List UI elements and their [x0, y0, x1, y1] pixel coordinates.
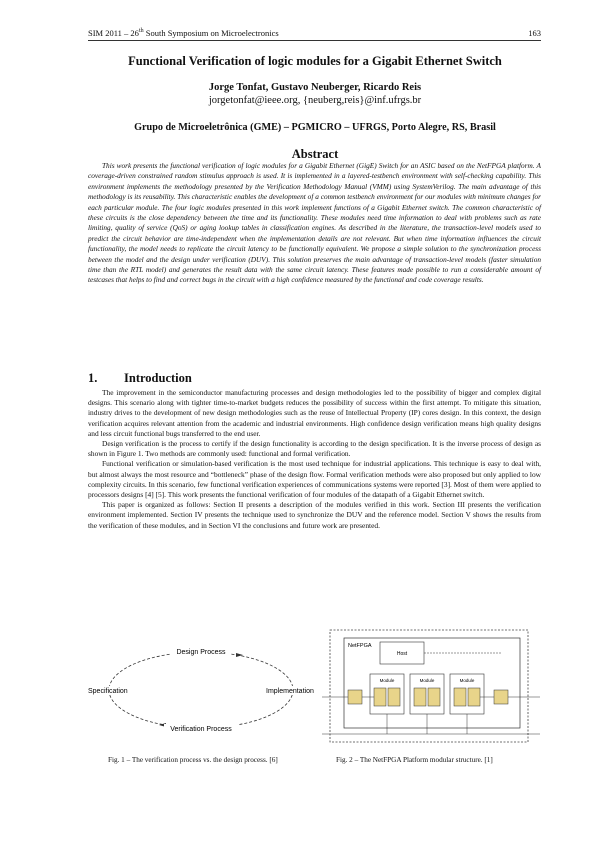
fig1-top-label: Design Process: [176, 649, 226, 656]
fifo-block: [468, 688, 480, 706]
paper-title: Functional Verification of logic modules for a Gigabit Ethernet Switch: [128, 54, 502, 68]
affiliation: Grupo de Microeletrônica (GME) – PGMICRO – UFRGS, Porto Alegre, RS, Brasil: [134, 122, 496, 133]
page-number: 163: [528, 28, 541, 38]
module-label: Module: [419, 678, 435, 683]
module-label: Module: [379, 678, 395, 683]
input-block: [348, 690, 362, 704]
fig1-bottom-label: Verification Process: [170, 726, 232, 733]
paragraph: This paper is organized as follows: Section II presents a description of the modules verified in this work. Section III presents the verification environment implemented. Section IV presents the technique used to synchronize the DUV and the reference model. Section V shows the results from the verification of these modules, and in Section VI the conclusions and future work are presented.: [88, 500, 541, 530]
fifo-block: [374, 688, 386, 706]
figure-2-caption: Fig. 2 – The NetFPGA Platform modular structure. [1]: [336, 756, 493, 764]
section-title: Introduction: [124, 371, 192, 385]
fifo-block: [428, 688, 440, 706]
author-emails: jorgetonfat@ieee.org, {neuberg,reis}@inf.ufrgs.br: [208, 95, 422, 106]
fig1-right-label: Implementation: [266, 688, 314, 695]
body-text: [88, 388, 541, 531]
figure-1-diagram: [86, 640, 316, 740]
section-number: 1.: [88, 371, 98, 385]
fifo-block: [388, 688, 400, 706]
paragraph: Functional verification or simulation-based verification is the most used technique for industrial applications. This technique is easy to deal with, but almost always the most resource and “bottleneck” phase of the design flow. Formal verification methods were also proposed but only applied to low complexity circuits. In this scenario, few functional verification experiences of communications systems were reported [3]. Most of them were applied to processors designs [4] [5]. This work presents the functional verification of four modules of the datapath of a Gigabit Ethernet switch.: [88, 459, 541, 500]
fifo-block: [454, 688, 466, 706]
header-rule: [88, 40, 541, 41]
abstract-heading: Abstract: [291, 147, 339, 161]
figure-1-caption: Fig. 1 – The verification process vs. the design process. [6]: [108, 756, 278, 764]
running-header: [88, 28, 541, 40]
section-heading: [88, 371, 192, 386]
fpga-block: [344, 638, 520, 728]
board-label: NetFPGA: [348, 643, 372, 649]
arrow-head-icon: [236, 653, 243, 657]
abstract-text: This work presents the functional verification of logic modules for a Gigabit Ethernet (GigE) Switch for an ASIC based on the NetFPGA platform. A coverage-driven constrained random stimulus approach is used. It is implemented in a layered-testbench environment with self-checking capability. This environment implements the methodology presented by the Verification Methodology Manual (VMM) using SystemVerilog. The main advantage of this methodology is its reusability. This characteristic enables the development of a common testbench environment for our modules with minimum changes for each particular module. The four logic modules presented in this work implement functions of a Gigabit Ethernet switch. The common characteristic of these circuits is the close dependency between the time and its functionality. These modules need time information to deal with problems such as rate limiting, quality of service (QoS) or aging lookup tables in classification engines. As described in the literature, the transaction-level models used to predict the circuit behavior are time-independent when the implementation details are not relevant. But when time information influences the circuit functionality, the model needs to replicate the circuit latency to be functionally equivalent. We propose a simple solution to the synchronization process between the model and the design under verification (DUV). This solution preserves the main advantage of transaction-level models (faster simulation time than the RTL model) and generates the result data with the same circuit latency. These features made possible to run a considerable amount of testcases that helps to find and correct bugs in the circuit with a high confidence measured by the functional and code coverage results.: [88, 161, 541, 285]
paragraph: Design verification is the process to certify if the design functionality is according to the design specification. It is the inverse process of design as shown in Figure 1. Two methods are commonly used: functional and formal verification.: [88, 439, 541, 459]
authors: Jorge Tonfat, Gustavo Neuberger, Ricardo Reis: [208, 82, 422, 93]
paragraph: The improvement in the semiconductor manufacturing processes and design methodologies led to the possibility of bigger and complex digital designs. This scenario along with tighter time-to-market budgets reduces the possibility of success within the first attempt. To mitigate this situation, industry drives to the development of new design methodologies such as the reuse of Intellectual Property (IP) cores design. In this context, the design verification acquires relevant attention from the academic and industrial environments. High confidence design verification means high quality designs and less circuit functional bugs transferred to the end user.: [88, 388, 541, 438]
module-label: Module: [459, 678, 475, 683]
header-left: SIM 2011 – 26th South Symposium on Microelectronics: [88, 28, 279, 38]
fifo-block: [414, 688, 426, 706]
host-label: Host: [396, 651, 408, 657]
figure-2-diagram: [322, 628, 542, 746]
output-block: [494, 690, 508, 704]
fig1-left-label: Specification: [88, 688, 128, 695]
